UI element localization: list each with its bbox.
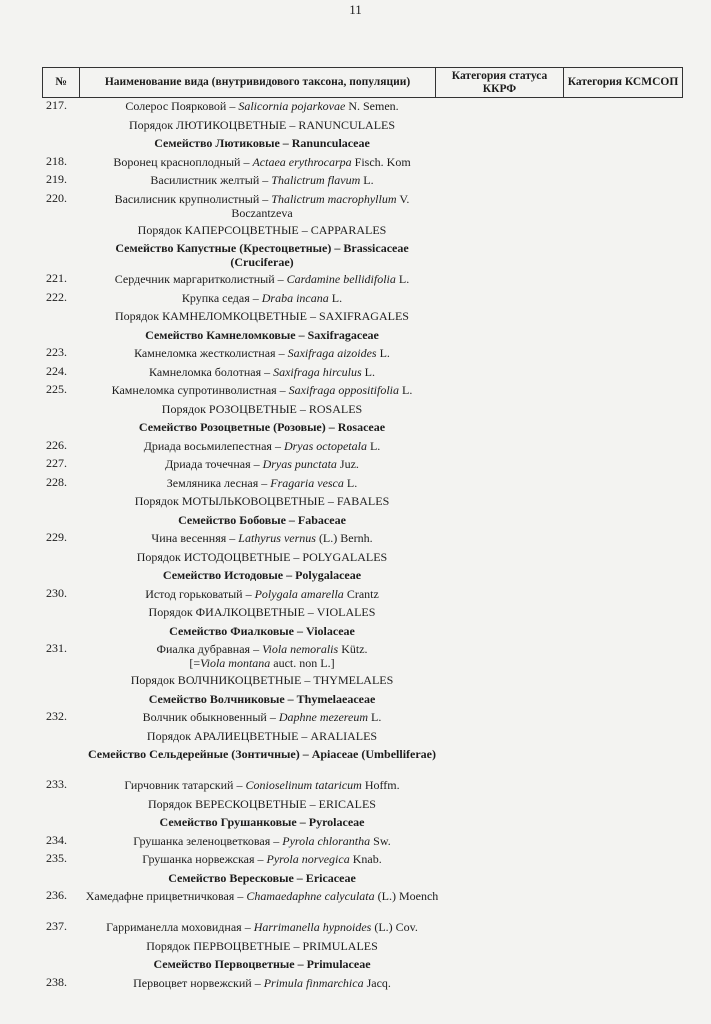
common-name: Камнеломка супротинволистная — [111, 383, 277, 397]
author-abbrev: Kütz. — [341, 642, 368, 656]
common-name: Камнеломка болотная — [148, 364, 262, 379]
common-name: Чина весенняя — [151, 531, 227, 545]
author-abbrev: V. Boczantzeva — [231, 191, 410, 220]
latin-name: Thalictrum macrophyllum — [271, 191, 397, 206]
species-name: Воронец красноплодный – Actaea erythrocarpa Fisch. Kom — [113, 154, 411, 169]
family-name: Семейство Первоцветные – Primulaceae — [153, 957, 371, 971]
order-name: Порядок ФИАЛКОЦВЕТНЫЕ – VIOLALES — [148, 605, 376, 619]
family-name: Семейство Волчниковые – Thymelaeaceae — [148, 691, 376, 706]
family-heading — [0, 691, 711, 710]
common-name: Грушанка норвежская — [142, 852, 255, 866]
species-row — [0, 888, 711, 919]
latin-name: Saxifraga oppositifolia — [288, 383, 400, 397]
species-row — [0, 586, 711, 605]
latin-name: Thalictrum flavum — [271, 173, 361, 187]
species-number: 217. — [46, 98, 67, 112]
species-number: 228. — [46, 474, 67, 489]
latin-name: Lathyrus vernus — [238, 531, 316, 545]
species-name: Грушанка зеленоцветковая – Pyrola chlorantha Sw. — [133, 833, 391, 848]
species-row — [0, 154, 711, 173]
order-name: Порядок КАМНЕЛОМКОЦВЕТНЫЕ – SAXIFRAGALES — [115, 309, 409, 323]
species-number: 227. — [46, 456, 67, 470]
page-number: 11 — [349, 2, 362, 17]
family-heading — [0, 746, 711, 777]
latin-name: Viola nemoralis — [262, 642, 339, 656]
species-number: 223. — [46, 345, 67, 359]
latin-name: Pyrola chlorantha — [282, 833, 371, 848]
family-heading — [0, 814, 711, 833]
family-name: Семейство Сельдерейные (Зонтичные) – Apiaceae (Umbelliferae) — [87, 747, 437, 761]
species-name: Волчник обыкновенный – Daphne mezereum L. — [142, 710, 382, 724]
species-row — [0, 777, 711, 796]
species-list — [0, 98, 711, 993]
species-row — [0, 833, 711, 852]
order-heading — [0, 401, 711, 420]
header-kkrf-category: Категория статуса ККРФ — [436, 68, 564, 97]
species-name: Первоцвет норвежский – Primula finmarchica Jacq. — [133, 975, 391, 990]
latin-name: Fragaria vesca — [270, 475, 344, 490]
species-row — [0, 641, 711, 672]
species-number: 224. — [46, 363, 67, 378]
author-abbrev: Crantz — [346, 586, 379, 601]
latin-name: Pyrola norvegica — [266, 852, 350, 866]
species-row — [0, 191, 711, 222]
author-abbrev: L. — [402, 383, 413, 397]
order-name: Порядок АРАЛИЕЦВЕТНЫЕ – ARALIALES — [146, 728, 378, 743]
latin-name: Chamaedaphne calyculata — [246, 889, 375, 903]
header-ksmsop-category: Категория КСМСОП — [567, 76, 679, 88]
species-number: 234. — [46, 832, 67, 847]
latin-name: Dryas octopetala — [283, 438, 367, 453]
family-name: Семейство Фиалковые – Violaceae — [169, 623, 355, 638]
species-row — [0, 271, 711, 290]
species-number: 233. — [46, 777, 67, 791]
latin-name: Salicornia pojarkovae — [238, 99, 346, 113]
common-name: Волчник обыкновенный — [142, 710, 267, 724]
author-abbrev: Juz. — [339, 457, 359, 471]
family-heading — [0, 512, 711, 531]
author-abbrev: L. — [331, 290, 343, 305]
common-name: Гарриманелла моховидная — [106, 920, 242, 934]
latin-name: Harrimanella hypnoides — [253, 920, 372, 934]
family-heading — [0, 327, 711, 346]
species-number: 231. — [46, 641, 67, 655]
common-name: Василисник крупнолистный — [114, 191, 260, 206]
synonym-prefix: [= — [189, 656, 201, 670]
header-number: № — [43, 68, 80, 97]
author-abbrev: L. — [398, 272, 410, 286]
latin-name: Saxifraga hirculus — [273, 364, 362, 379]
species-name: Сердечник маргаритколистный – Cardamine bellidifolia L. — [114, 272, 410, 286]
latin-name: Conioselinum tataricum — [245, 778, 362, 792]
family-name: Семейство Камнеломковые – Saxifragaceae — [145, 327, 379, 342]
common-name: Фиалка дубравная — [156, 642, 251, 656]
order-heading — [0, 938, 711, 957]
common-name: Воронец красноплодный — [113, 154, 241, 169]
common-name: Гирчовник татарский — [124, 778, 234, 792]
species-name: Крупка седая – Draba incana L. — [181, 290, 343, 305]
order-heading — [0, 117, 711, 136]
common-name: Солерос Поярковой — [125, 99, 227, 113]
species-number: 235. — [46, 851, 67, 865]
family-name: Семейство Капустные (Крестоцветные) – Brassicaceae (Cruciferae) — [115, 241, 409, 269]
author-abbrev: L. — [369, 438, 381, 453]
species-number: 220. — [46, 190, 67, 205]
author-abbrev: L. — [364, 364, 376, 379]
author-abbrev: (L.) Cov. — [374, 920, 418, 934]
species-row — [0, 975, 711, 994]
species-number: 226. — [46, 437, 67, 452]
species-number: 236. — [46, 888, 67, 902]
family-name: Семейство Лютиковые – Ranunculaceae — [154, 136, 370, 150]
table-header — [42, 67, 683, 98]
order-name: Порядок РОЗОЦВЕТНЫЕ – ROSALES — [161, 401, 363, 416]
species-number: 221. — [46, 271, 67, 285]
species-name: Грушанка норвежская – Pyrola norvegica Knab. — [142, 852, 382, 866]
latin-name: Cardamine bellidifolia — [286, 272, 396, 286]
species-name: Чина весенняя – Lathyrus vernus (L.) Bernh. — [151, 531, 373, 545]
common-name: Крупка седая — [181, 290, 250, 305]
species-row — [0, 475, 711, 494]
common-name: Первоцвет норвежский — [133, 975, 252, 990]
common-name: Земляника лесная — [166, 475, 259, 490]
order-name: Порядок КАПЕРСОЦВЕТНЫЕ – CAPPARALES — [137, 222, 387, 237]
species-name: Василисник крупнолистный – Thalictrum macrophyllum V. Boczantzeva — [114, 191, 410, 220]
species-name: Земляника лесная – Fragaria vesca L. — [166, 475, 358, 490]
family-name: Семейство Грушанковые – Pyrolaceae — [159, 815, 365, 829]
species-row — [0, 172, 711, 191]
species-name: Солерос Поярковой – Salicornia pojarkovae N. Semen. — [125, 99, 399, 113]
author-abbrev: Jacq. — [366, 975, 391, 990]
species-number: 219. — [46, 172, 67, 186]
species-row — [0, 364, 711, 383]
order-heading — [0, 222, 711, 241]
family-heading — [0, 567, 711, 586]
order-name: Порядок МОТЫЛЬКОВОЦВЕТНЫЕ – FABALES — [134, 494, 390, 508]
author-abbrev: L. — [346, 475, 358, 490]
species-name: Василистник желтый – Thalictrum flavum L. — [150, 173, 374, 187]
common-name: Дриада точечная — [165, 457, 251, 471]
species-row — [0, 851, 711, 870]
species-number: 225. — [46, 382, 67, 396]
species-number: 230. — [46, 585, 67, 600]
species-name: Камнеломка жестколистная – Saxifraga aizoides L. — [134, 346, 390, 360]
species-name: Камнеломка болотная – Saxifraga hirculus L. — [148, 364, 376, 379]
species-number: 222. — [46, 289, 67, 304]
latin-name: Daphne mezereum — [278, 710, 369, 724]
family-heading — [0, 623, 711, 642]
species-number: 218. — [46, 153, 67, 168]
common-name: Василистник желтый — [150, 173, 260, 187]
species-row — [0, 456, 711, 475]
family-name: Семейство Истодовые – Polygalaceae — [162, 568, 362, 582]
synonym-suffix: auct. non L.] — [270, 656, 335, 670]
order-heading — [0, 604, 711, 623]
family-heading — [0, 240, 711, 271]
order-heading — [0, 672, 711, 691]
species-number: 238. — [46, 974, 67, 989]
family-name: Семейство Розоцветные (Розовые) – Rosaceae — [138, 420, 386, 434]
author-abbrev: (L.) Moench — [377, 889, 439, 903]
author-abbrev: Sw. — [373, 833, 391, 848]
order-heading — [0, 796, 711, 815]
common-name: Дриада восьмилепестная — [143, 438, 272, 453]
order-name: Порядок ВОЛЧНИКОЦВЕТНЫЕ – THYMELALES — [130, 673, 394, 687]
author-abbrev: Fisch. Kom — [354, 154, 411, 169]
species-row — [0, 98, 711, 117]
author-abbrev: L. — [363, 173, 374, 187]
order-heading — [0, 308, 711, 327]
author-abbrev: (L.) Bernh. — [318, 531, 373, 545]
species-row — [0, 345, 711, 364]
author-abbrev: L. — [379, 346, 390, 360]
order-heading — [0, 549, 711, 568]
order-name: Порядок ЛЮТИКОЦВЕТНЫЕ – RANUNCULALES — [128, 117, 396, 132]
species-row — [0, 919, 711, 938]
order-name: Порядок ИСТОДОЦВЕТНЫЕ – POLYGALALES — [136, 549, 388, 564]
family-heading — [0, 956, 711, 975]
latin-name: Dryas punctata — [262, 457, 337, 471]
family-heading — [0, 870, 711, 889]
author-abbrev: Hoffm. — [364, 778, 400, 792]
latin-name: Polygala amarella — [254, 586, 344, 601]
species-number: 232. — [46, 709, 67, 723]
species-row — [0, 530, 711, 549]
latin-name: Draba incana — [261, 290, 329, 305]
order-heading — [0, 493, 711, 512]
species-name: Гирчовник татарский – Conioselinum tataricum Hoffm. — [124, 778, 400, 792]
species-row — [0, 709, 711, 728]
species-name: Хамедафне прицветничковая – Chamaedaphne calyculata (L.) Moench — [85, 889, 439, 903]
species-row — [0, 382, 711, 401]
species-row — [0, 438, 711, 457]
family-name: Семейство Бобовые – Fabaceae — [178, 512, 346, 527]
species-number: 229. — [46, 530, 67, 544]
species-name: Истод горьковатый – Polygala amarella Crantz — [145, 586, 379, 601]
species-name: Дриада восьмилепестная – Dryas octopetala L. — [143, 438, 381, 453]
species-name: Дриада точечная – Dryas punctata Juz. — [165, 457, 359, 471]
common-name: Истод горьковатый — [145, 586, 243, 601]
latin-name: Primula finmarchica — [263, 975, 364, 990]
order-heading — [0, 728, 711, 747]
species-name: Камнеломка супротинволистная – Saxifraga oppositifolia L. — [111, 383, 413, 397]
family-name: Семейство Вересковые – Ericaceae — [168, 870, 356, 885]
order-name: Порядок ВЕРЕСКОЦВЕТНЫЕ – ERICALES — [148, 796, 376, 811]
family-heading — [0, 419, 711, 438]
author-abbrev: L. — [371, 710, 382, 724]
species-name: Гарриманелла моховидная – Harrimanella hypnoides (L.) Cov. — [106, 920, 418, 934]
species-name: Фиалка дубравная – Viola nemoralis Kütz. [=Viola montana auct. non L.] — [156, 642, 368, 670]
species-row — [0, 290, 711, 309]
order-name: Порядок ПЕРВОЦВЕТНЫЕ – PRIMULALES — [146, 938, 378, 953]
common-name: Грушанка зеленоцветковая — [133, 833, 271, 848]
common-name: Сердечник маргаритколистный — [114, 272, 275, 286]
author-abbrev: N. Semen. — [348, 99, 399, 113]
author-abbrev: Knab. — [352, 852, 382, 866]
common-name: Камнеломка жестколистная — [134, 346, 276, 360]
family-heading — [0, 135, 711, 154]
species-number: 237. — [46, 919, 67, 933]
latin-name: Actaea erythrocarpa — [252, 154, 352, 169]
common-name: Хамедафне прицветничковая — [85, 889, 235, 903]
synonym-latin: Viola montana — [200, 656, 271, 670]
latin-name: Saxifraga aizoides — [287, 346, 377, 360]
header-species-name: Наименование вида (внутривидового таксона, популяции) — [80, 68, 436, 97]
